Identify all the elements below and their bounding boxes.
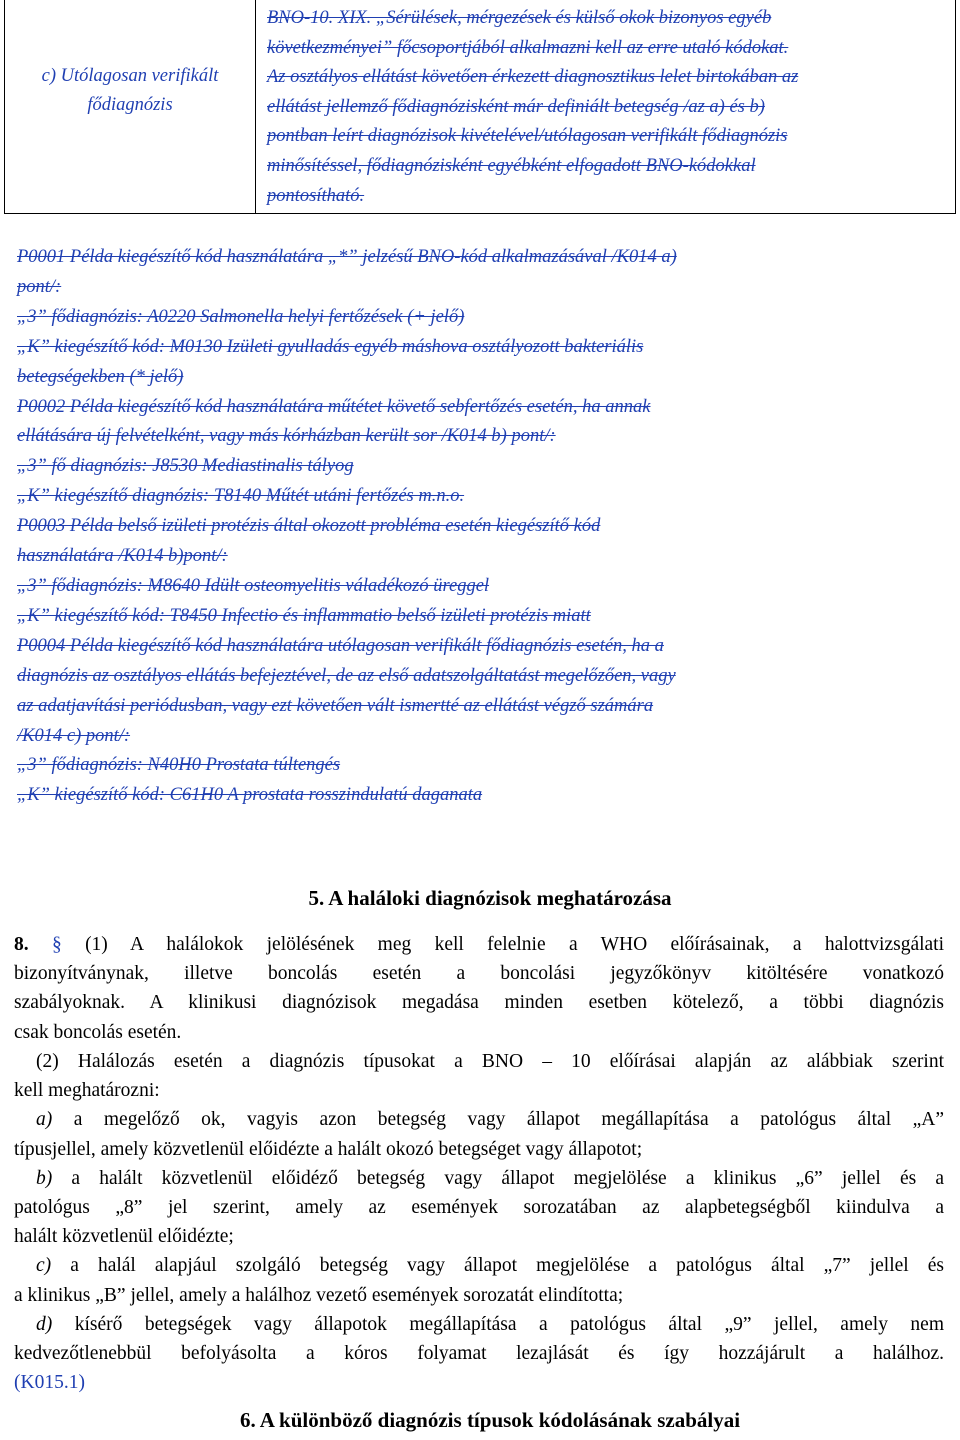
table-label-cell [5, 0, 256, 213]
example-line: az adatjavítási periódusban, vagy ezt követően vált ismertté az ellátást végző számára [17, 695, 654, 716]
item-b-line: patológus „8” jel szerint, amely az események sorozatában az alapbetegségből kiindulva a [14, 1197, 944, 1219]
example-line: „K” kiegészítő kód: C61H0 A prostata rosszindulatú daganata [17, 785, 483, 806]
item-d-line: kedvezőtlenebbül befolyásolta a kóros folyamat lezajlását és így hozzájárult a halálhoz. [14, 1343, 944, 1365]
label-line: c) Utólagosan verifikált [41, 66, 219, 86]
example-line: P0003 Példa belső izületi protézis által okozott probléma esetén kiegészítő kód [17, 516, 601, 537]
example-line: „3” fődiagnózis: N40H0 Prostata túltengés [17, 755, 341, 776]
example-line: „3” fő diagnózis: J8530 Mediastinalis tályog [17, 456, 354, 477]
item-b-label: b) [36, 1167, 53, 1189]
paragraph-line: (2) Halálozás esetén a diagnózis típusokat a BNO – 10 előírásai alapján az alábbiak szerint [36, 1051, 944, 1072]
paragraph-line: csak boncolás esetén. [14, 1021, 182, 1043]
example-line: „3” fődiagnózis: A0220 Salmonella helyi fertőzések (+ jelő) [17, 306, 465, 327]
paragraph-line: (1) A halálokok jelölésének meg kell felelnie a WHO előírásainak, a halottvizsgálati [85, 934, 945, 955]
table-label [5, 62, 255, 120]
reference-code: (K015.1) [14, 1372, 85, 1394]
paragraph-line: szabályoknak. A klinikusi diagnózisok megadása minden esetben kötelező, a többi diagnózis [14, 992, 944, 1014]
item-b-line: a halált közvetlenül előidéző betegség vagy állapot megjelölése a klinikus „6” jellel és a [71, 1167, 945, 1189]
example-line: /K014 c) pont/: [17, 725, 131, 746]
item-c-label: c) [36, 1255, 52, 1277]
example-line: „K” kiegészítő diagnózis: T8140 Műtét utáni fertőzés m.n.o. [17, 486, 465, 507]
table-content-cell [267, 4, 943, 211]
content-line: következményei” főcsoportjából alkalmazni kell az erre utaló kódokat. [267, 37, 789, 58]
item-c-line: a halál alapjául szolgáló betegség vagy állapot megjelölése a patológus által „7” jellel és [70, 1255, 945, 1277]
example-line: betegségekben (* jelő) [17, 366, 184, 387]
content-line: ellátást jellemző fődiagnózisként már definiált betegség /az a) és b) [267, 96, 765, 117]
example-line: „3” fődiagnózis: M8640 Idült osteomyelitis váladékozó üreggel [17, 575, 490, 596]
example-line: diagnózis az osztályos ellátás befejeztével, de az első adatszolgáltatást megelőzően, vagy [17, 665, 676, 686]
section-6-heading: 6. A különböző diagnózis típusok kódolásának szabályai [239, 1408, 741, 1432]
item-d-label: d) [36, 1313, 53, 1335]
paragraph-number: 8. [14, 934, 29, 955]
example-line: pont/: [17, 276, 62, 297]
diagnosis-type-table [4, 0, 956, 214]
paragraph-line: kell meghatározni: [14, 1080, 160, 1102]
item-a-label: a) [36, 1109, 53, 1131]
example-line: „K” kiegészítő kód: T8450 Infectio és inflammatio belső izületi protézis miatt [17, 605, 591, 626]
content-line: pontban leírt diagnózisok kivételével/utólagosan verifikált fődiagnózis [267, 126, 788, 147]
example-line: P0001 Példa kiegészítő kód használatára „*” jelzésű BNO-kód alkalmazásával /K014 a) [17, 247, 677, 267]
item-c-line: a klinikus „B” jellel, amely a halálhoz vezető események sorozatát elindította; [14, 1284, 624, 1306]
paragraph-8-2 [14, 1047, 944, 1397]
item-a-line: a megelőző ok, vagyis azon betegség vagy állapot megállapítása a patológus által „A” [73, 1109, 945, 1131]
section-5-heading: 5. A haláloki diagnózisok meghatározása [308, 886, 672, 910]
paragraph-8-1 [14, 930, 944, 1047]
example-line: „K” kiegészítő kód: M0130 Izületi gyulladás egyéb máshova osztályozott bakteriális [17, 336, 644, 357]
item-d-line: kísérő betegségek vagy állapotok megállapítása a patológus által „9” jellel, amely nem [74, 1313, 944, 1335]
example-line: P0002 Példa kiegészítő kód használatára műtétet követő sebfertőzés esetén, ha annak [17, 396, 651, 417]
label-line: fődiagnózis [87, 95, 173, 115]
example-line: P0004 Példa kiegészítő kód használatára utólagosan verifikált fődiagnózis esetén, ha a [17, 635, 664, 656]
example-line: ellátására új felvételként, vagy más kórházban került sor /K014 b) pont/: [17, 426, 556, 447]
item-b-line: halált közvetlenül előidézte; [14, 1226, 234, 1248]
example-line: használatára /K014 b)pont/: [17, 546, 228, 567]
content-line: Az osztályos ellátást követően érkezett diagnosztikus lelet birtokában az [267, 67, 799, 88]
content-line: BNO-10. XIX. „Sérülések, mérgezések és külső okok bizonyos egyéb [267, 8, 772, 28]
deleted-examples-block [17, 243, 947, 811]
content-line: pontosítható. [267, 185, 365, 206]
content-line: minősítéssel, fődiagnózisként egyébként elfogadott BNO-kódokkal [267, 155, 756, 176]
section-sign: § [51, 934, 62, 955]
item-a-line: típusjellel, amely közvetlenül előidézte a halált okozó betegséget vagy állapotot; [14, 1138, 643, 1160]
paragraph-line: bizonyítványnak, illetve boncolás esetén a boncolási jegyzőkönyv kitöltésére vonatkozó [14, 963, 944, 985]
